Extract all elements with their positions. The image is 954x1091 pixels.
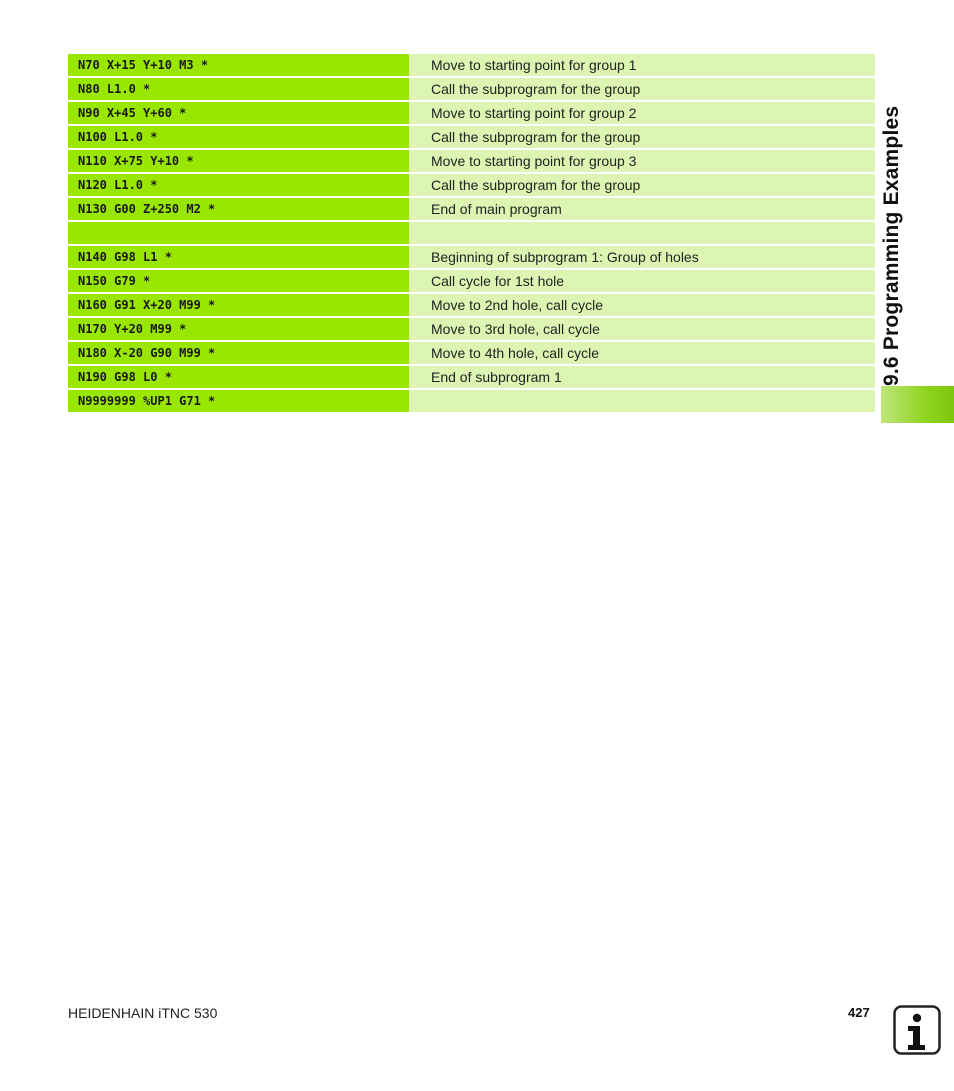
program-row xyxy=(68,270,875,292)
description-cell xyxy=(409,390,875,412)
description-cell: Move to 4th hole, call cycle xyxy=(409,342,875,364)
program-row xyxy=(68,246,875,268)
nc-code-cell: N90 X+45 Y+60 * xyxy=(68,102,409,124)
description-cell: End of main program xyxy=(409,198,875,220)
nc-code-cell: N120 L1.0 * xyxy=(68,174,409,196)
program-row-empty xyxy=(68,222,875,244)
info-icon xyxy=(893,1005,941,1055)
program-row xyxy=(68,390,875,412)
nc-code-cell xyxy=(68,222,409,244)
nc-code-cell: N190 G98 L0 * xyxy=(68,366,409,388)
program-row xyxy=(68,294,875,316)
program-row xyxy=(68,78,875,100)
description-cell: Call the subprogram for the group xyxy=(409,126,875,148)
nc-code-cell: N110 X+75 Y+10 * xyxy=(68,150,409,172)
nc-code-cell: N170 Y+20 M99 * xyxy=(68,318,409,340)
description-cell: Move to 3rd hole, call cycle xyxy=(409,318,875,340)
program-row xyxy=(68,150,875,172)
page-number: 427 xyxy=(848,1005,870,1020)
section-title: 9.6 Programming Examples xyxy=(880,105,903,386)
program-row xyxy=(68,54,875,76)
program-table xyxy=(68,54,875,414)
description-cell: Call cycle for 1st hole xyxy=(409,270,875,292)
description-cell: Move to starting point for group 2 xyxy=(409,102,875,124)
program-row xyxy=(68,102,875,124)
nc-code-cell: N100 L1.0 * xyxy=(68,126,409,148)
program-row xyxy=(68,198,875,220)
program-row xyxy=(68,126,875,148)
nc-code-cell: N130 G00 Z+250 M2 * xyxy=(68,198,409,220)
program-row xyxy=(68,342,875,364)
description-cell: Call the subprogram for the group xyxy=(409,174,875,196)
nc-code-cell: N180 X-20 G90 M99 * xyxy=(68,342,409,364)
description-cell: Move to starting point for group 1 xyxy=(409,54,875,76)
footer-product-name: HEIDENHAIN iTNC 530 xyxy=(68,1005,218,1021)
program-row xyxy=(68,174,875,196)
nc-code-cell: N70 X+15 Y+10 M3 * xyxy=(68,54,409,76)
description-cell: Move to 2nd hole, call cycle xyxy=(409,294,875,316)
nc-code-cell: N150 G79 * xyxy=(68,270,409,292)
nc-code-cell: N160 G91 X+20 M99 * xyxy=(68,294,409,316)
description-cell xyxy=(409,222,875,244)
nc-code-cell: N9999999 %UP1 G71 * xyxy=(68,390,409,412)
program-row xyxy=(68,318,875,340)
description-cell: Call the subprogram for the group xyxy=(409,78,875,100)
nc-code-cell: N140 G98 L1 * xyxy=(68,246,409,268)
program-row xyxy=(68,366,875,388)
section-tab-marker xyxy=(881,386,954,423)
description-cell: End of subprogram 1 xyxy=(409,366,875,388)
description-cell: Move to starting point for group 3 xyxy=(409,150,875,172)
description-cell: Beginning of subprogram 1: Group of holes xyxy=(409,246,875,268)
nc-code-cell: N80 L1.0 * xyxy=(68,78,409,100)
